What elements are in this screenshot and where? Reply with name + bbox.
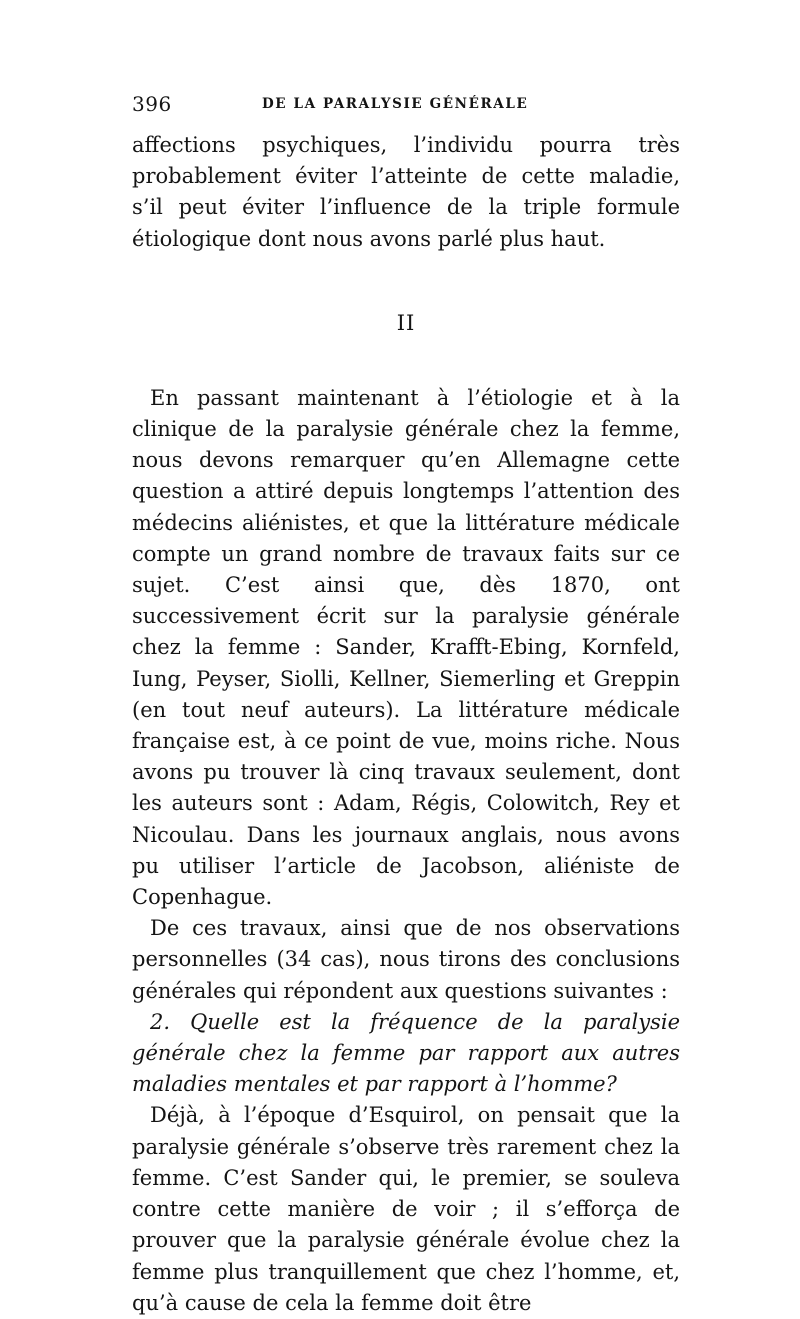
paragraph-etiology: En passant maintenant à l’étiologie et à la clinique de la paralysie générale chez la femme, nous devons remarquer qu’en Allemagne cette question a attiré depuis longtemps l’attention des médecins aliénistes, et que la littérature médicale compte un grand nombre de travaux faits sur ce sujet. C’est ainsi que, dès 1870, ont successivement écrit sur la paralysie générale chez la femme : Sander, Krafft-Ebing, Kornfeld, Iung, Peyser, Siolli, Kellner, Siemerling et Greppin (en tout neuf auteurs). La littérature médicale française est, à ce point de vue, moins riche. Nous avons pu trouver là cinq travaux seulement, dont les auteurs sont : Adam, Régis, Colowitch, Rey et Nicoulau. Dans les journaux anglais, nous avons pu utiliser l’article de Jacobson, aliéniste de Copenhague. <box>132 385 680 910</box>
running-head <box>132 92 680 124</box>
book-page <box>132 92 680 1319</box>
question-heading: 2. Quelle est la fréquence de la paralysie générale chez la femme par rapport aux autres maladies mentales et par rapport à l’homme? <box>132 1009 680 1097</box>
paragraph-continuation: affections psychiques, l’individu pourra très probablement éviter l’atteinte de cette maladie, s’il peut éviter l’influence de la triple formule étiologique dont nous avons parlé plus haut. <box>132 133 680 251</box>
section-heading: II <box>396 310 416 335</box>
paragraph-esquirol: Déjà, à l’époque d’Esquirol, on pensait que la paralysie générale s’observe très rarement chez la femme. C’est Sander qui, le premier, se souleva contre cette manière de voir ; il s’efforça de prouver que la paralysie générale évolue chez la femme plus tranquillement que chez l’homme, et, qu’à cause de cela la femme doit être <box>132 1103 680 1315</box>
page-number: 396 <box>132 92 172 116</box>
running-title: DE LA PARALYSIE GÉNÉRALE <box>262 96 529 112</box>
paragraph-conclusions: De ces travaux, ainsi que de nos observations personnelles (34 cas), nous tirons des conclusions générales qui répondent aux questions suivantes : <box>132 916 680 1003</box>
